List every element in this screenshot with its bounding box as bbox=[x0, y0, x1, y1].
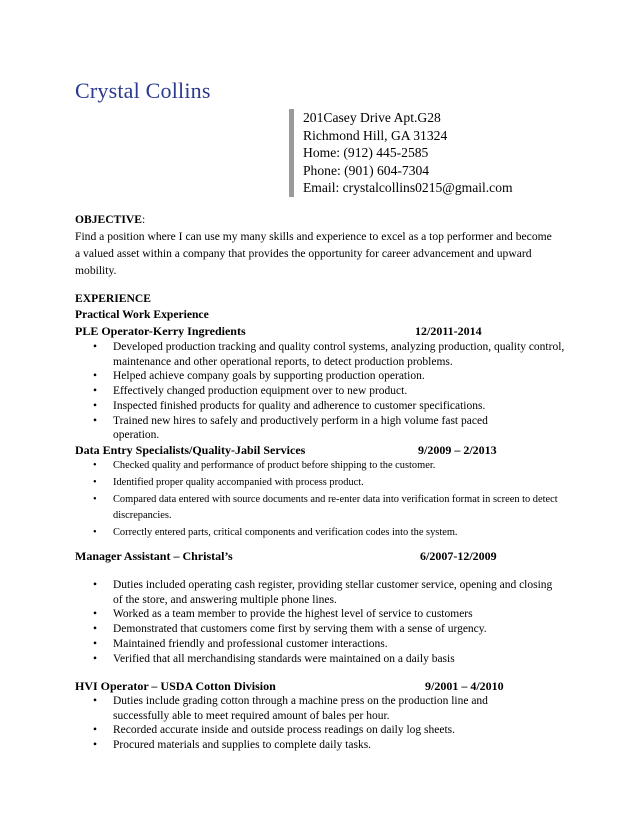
list-item: • Developed production tracking and quality control systems, analyzing production, quality control, maintenance and other operational reports, to detect production problems. bbox=[93, 340, 565, 369]
job-dates: 9/2001 – 4/2010 bbox=[425, 679, 504, 693]
job-header bbox=[75, 443, 575, 459]
list-item: • Duties included operating cash register, providing stellar customer service, opening and closing of the store, and answering multiple phone lines. bbox=[93, 578, 561, 607]
job-title: Data Entry Specialists/Quality-Jabil Services bbox=[75, 443, 306, 457]
list-item: • Procured materials and supplies to complete daily tasks. bbox=[93, 738, 533, 753]
job-header bbox=[75, 679, 575, 695]
list-item: • Duties include grading cotton through a machine press on the production line and successfully able to meet required amount of bales per hour. bbox=[93, 694, 533, 723]
job-dates: 6/2007-12/2009 bbox=[420, 549, 497, 563]
job-bullets bbox=[93, 458, 573, 542]
phone: Phone: (901) 604-7304 bbox=[303, 162, 430, 178]
list-item: • Verified that all merchandising standards were maintained on a daily basis bbox=[93, 652, 561, 667]
list-item: • Helped achieve company goals by supporting production operation. bbox=[93, 369, 565, 384]
list-item: • Compared data entered with source documents and re-enter data into verification format in screen to detect discrepancies. bbox=[93, 492, 573, 526]
list-item: • Worked as a team member to provide the highest level of service to customers bbox=[93, 607, 561, 622]
list-item: • Demonstrated that customers come first by serving them with a sense of urgency. bbox=[93, 622, 561, 637]
job-header bbox=[75, 324, 575, 340]
experience-heading: EXPERIENCE bbox=[75, 292, 152, 305]
list-item: • Effectively changed production equipment over to new product. bbox=[93, 384, 565, 399]
email: Email: crystalcollins0215@gmail.com bbox=[303, 180, 513, 196]
list-item: • Recorded accurate inside and outside process readings on daily log sheets. bbox=[93, 723, 533, 738]
job-bullets bbox=[93, 340, 565, 443]
job-bullets bbox=[93, 694, 533, 753]
job-title: Manager Assistant – Christal’s bbox=[75, 549, 233, 563]
list-item: • Correctly entered parts, critical components and verification codes into the system. bbox=[93, 525, 573, 542]
list-item: • Inspected finished products for quality and adherence to customer specifications. bbox=[93, 399, 565, 414]
list-item: • Identified proper quality accompanied with process product. bbox=[93, 475, 573, 492]
address-line-1: 201Casey Drive Apt.G28 bbox=[303, 110, 441, 125]
list-item: • Trained new hires to safely and productively perform in a high volume fast paced operation. bbox=[93, 414, 523, 443]
job-dates: 9/2009 – 2/2013 bbox=[418, 443, 497, 457]
objective-heading-colon: : bbox=[142, 213, 146, 226]
job-dates: 12/2011-2014 bbox=[415, 324, 482, 338]
job-header bbox=[75, 549, 575, 565]
home-phone: Home: (912) 445-2585 bbox=[303, 145, 429, 161]
job-bullets bbox=[93, 578, 561, 666]
list-item: • Maintained friendly and professional customer interactions. bbox=[93, 637, 561, 652]
address-line-2: Richmond Hill, GA 31324 bbox=[303, 127, 448, 143]
job-title: PLE Operator-Kerry Ingredients bbox=[75, 324, 246, 338]
objective-heading bbox=[75, 213, 145, 226]
list-item: • Checked quality and performance of product before shipping to the customer. bbox=[93, 458, 573, 475]
objective-heading-label: OBJECTIVE bbox=[75, 213, 143, 226]
experience-subheading: Practical Work Experience bbox=[75, 308, 209, 321]
job-title: HVI Operator – USDA Cotton Division bbox=[75, 679, 276, 693]
contact-block bbox=[289, 109, 513, 197]
candidate-name: Crystal Collins bbox=[75, 78, 211, 103]
objective-text: Find a position where I can use my many skills and experience to excel as a top performer and become a valued asset within a company that provides the opportunity for career advancement and upward mobility. bbox=[75, 230, 552, 277]
